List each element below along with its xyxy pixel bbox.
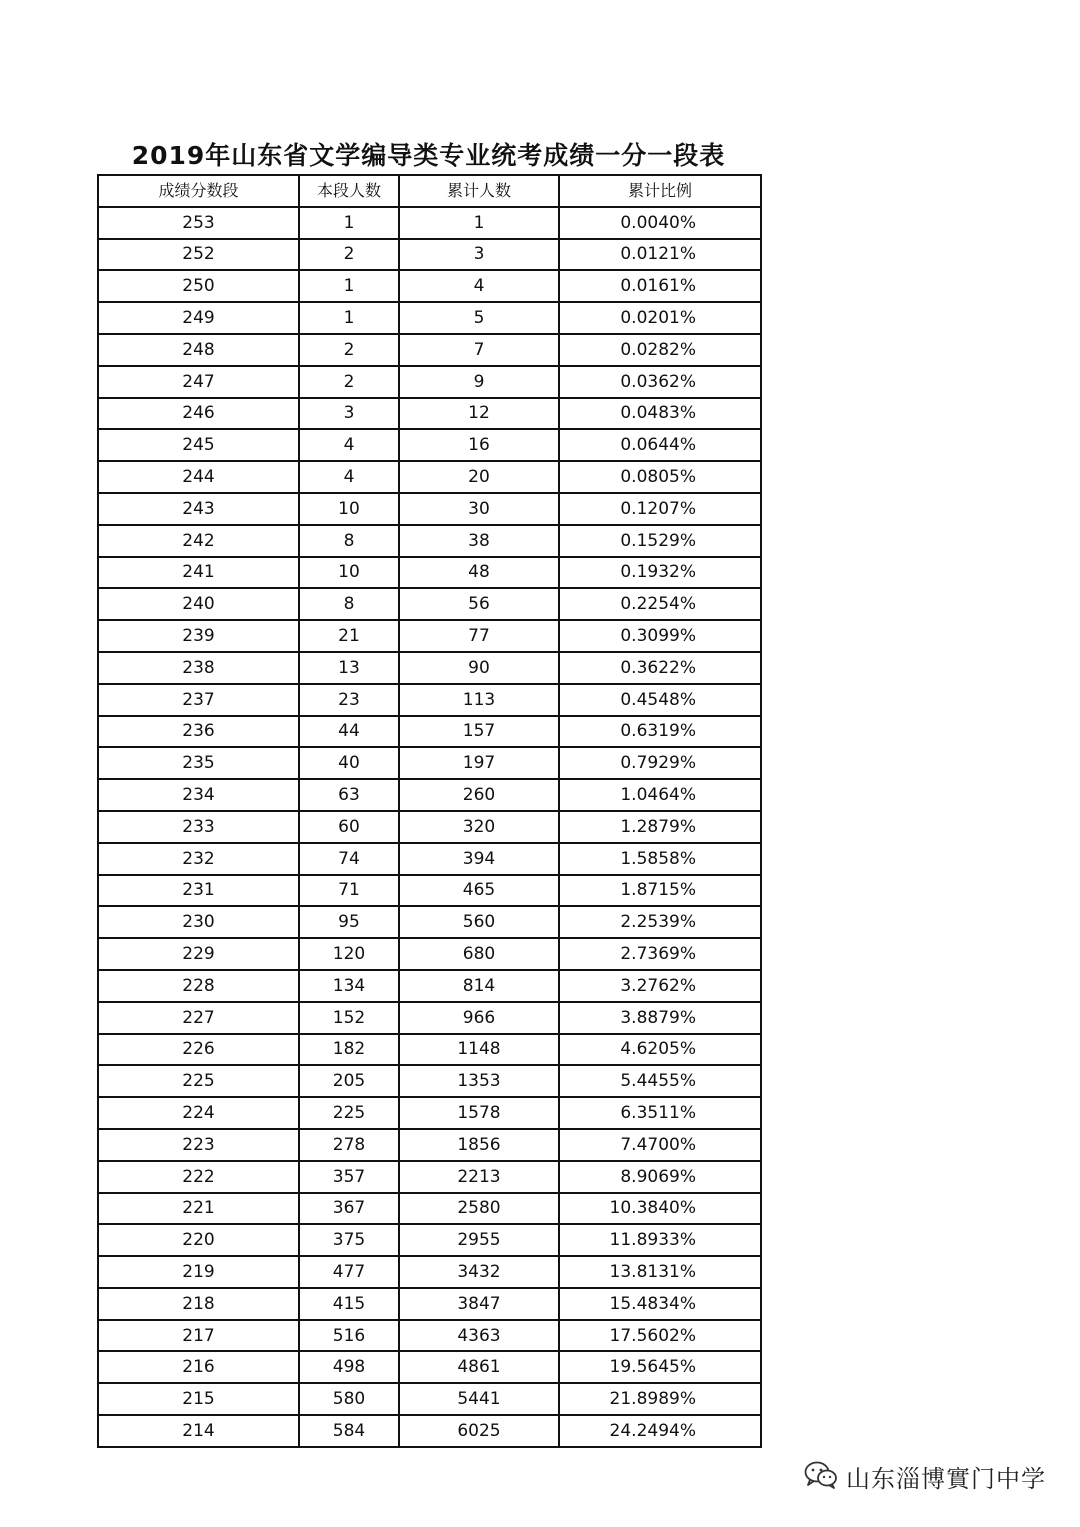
table-row (98, 1351, 761, 1383)
cumulative-count-cell: 38 (399, 525, 559, 557)
cumulative-ratio-cell: 0.0483% (559, 398, 761, 430)
cumulative-count-cell: 4363 (399, 1320, 559, 1352)
segment-count-cell: 13 (299, 652, 399, 684)
table-row (98, 1320, 761, 1352)
cumulative-count-cell: 6025 (399, 1415, 559, 1447)
cumulative-count-cell: 30 (399, 493, 559, 525)
table-row (98, 557, 761, 589)
header-score-range: 成绩分数段 (98, 175, 299, 207)
score-cell: 247 (98, 366, 299, 398)
table-row (98, 525, 761, 557)
segment-count-cell: 1 (299, 207, 399, 239)
header-cumulative-count: 累计人数 (399, 175, 559, 207)
cumulative-ratio-cell: 0.0121% (559, 239, 761, 271)
cumulative-count-cell: 1148 (399, 1034, 559, 1066)
table-row (98, 461, 761, 493)
cumulative-ratio-cell: 24.2494% (559, 1415, 761, 1447)
segment-count-cell: 225 (299, 1097, 399, 1129)
table-row (98, 366, 761, 398)
cumulative-count-cell: 3847 (399, 1288, 559, 1320)
cumulative-ratio-cell: 0.7929% (559, 747, 761, 779)
cumulative-ratio-cell: 19.5645% (559, 1351, 761, 1383)
table-row (98, 684, 761, 716)
segment-count-cell: 2 (299, 366, 399, 398)
table-row (98, 1129, 761, 1161)
segment-count-cell: 498 (299, 1351, 399, 1383)
segment-count-cell: 580 (299, 1383, 399, 1415)
table-row (98, 620, 761, 652)
score-cell: 238 (98, 652, 299, 684)
cumulative-ratio-cell: 1.2879% (559, 811, 761, 843)
segment-count-cell: 71 (299, 875, 399, 907)
cumulative-ratio-cell: 13.8131% (559, 1256, 761, 1288)
table-row (98, 1065, 761, 1097)
cumulative-count-cell: 3432 (399, 1256, 559, 1288)
score-cell: 225 (98, 1065, 299, 1097)
cumulative-count-cell: 113 (399, 684, 559, 716)
segment-count-cell: 278 (299, 1129, 399, 1161)
cumulative-ratio-cell: 5.4455% (559, 1065, 761, 1097)
cumulative-count-cell: 1353 (399, 1065, 559, 1097)
watermark (804, 1459, 1046, 1494)
segment-count-cell: 516 (299, 1320, 399, 1352)
segment-count-cell: 415 (299, 1288, 399, 1320)
cumulative-count-cell: 680 (399, 938, 559, 970)
cumulative-ratio-cell: 0.0362% (559, 366, 761, 398)
cumulative-count-cell: 12 (399, 398, 559, 430)
cumulative-count-cell: 56 (399, 588, 559, 620)
score-cell: 227 (98, 1002, 299, 1034)
score-cell: 241 (98, 557, 299, 589)
table-row (98, 207, 761, 239)
table-row (98, 875, 761, 907)
table-row (98, 239, 761, 271)
segment-count-cell: 60 (299, 811, 399, 843)
segment-count-cell: 10 (299, 557, 399, 589)
cumulative-ratio-cell: 8.9069% (559, 1161, 761, 1193)
table-row (98, 906, 761, 938)
cumulative-count-cell: 90 (399, 652, 559, 684)
cumulative-ratio-cell: 0.0644% (559, 429, 761, 461)
table-row (98, 970, 761, 1002)
score-cell: 214 (98, 1415, 299, 1447)
score-cell: 230 (98, 906, 299, 938)
segment-count-cell: 1 (299, 270, 399, 302)
cumulative-count-cell: 7 (399, 334, 559, 366)
cumulative-count-cell: 814 (399, 970, 559, 1002)
cumulative-count-cell: 77 (399, 620, 559, 652)
cumulative-count-cell: 966 (399, 1002, 559, 1034)
cumulative-ratio-cell: 6.3511% (559, 1097, 761, 1129)
segment-count-cell: 40 (299, 747, 399, 779)
cumulative-count-cell: 16 (399, 429, 559, 461)
score-cell: 245 (98, 429, 299, 461)
score-cell: 235 (98, 747, 299, 779)
cumulative-ratio-cell: 0.3622% (559, 652, 761, 684)
cumulative-ratio-cell: 0.0040% (559, 207, 761, 239)
segment-count-cell: 4 (299, 429, 399, 461)
cumulative-count-cell: 5441 (399, 1383, 559, 1415)
table-row (98, 1034, 761, 1066)
score-cell: 229 (98, 938, 299, 970)
segment-count-cell: 44 (299, 716, 399, 748)
cumulative-ratio-cell: 0.3099% (559, 620, 761, 652)
score-cell: 240 (98, 588, 299, 620)
score-cell: 246 (98, 398, 299, 430)
cumulative-ratio-cell: 0.0282% (559, 334, 761, 366)
score-cell: 216 (98, 1351, 299, 1383)
cumulative-ratio-cell: 2.2539% (559, 906, 761, 938)
score-cell: 233 (98, 811, 299, 843)
score-cell: 236 (98, 716, 299, 748)
cumulative-ratio-cell: 15.4834% (559, 1288, 761, 1320)
segment-count-cell: 584 (299, 1415, 399, 1447)
cumulative-count-cell: 157 (399, 716, 559, 748)
score-cell: 248 (98, 334, 299, 366)
segment-count-cell: 357 (299, 1161, 399, 1193)
score-cell: 220 (98, 1224, 299, 1256)
cumulative-count-cell: 4 (399, 270, 559, 302)
score-cell: 243 (98, 493, 299, 525)
segment-count-cell: 134 (299, 970, 399, 1002)
segment-count-cell: 8 (299, 588, 399, 620)
cumulative-ratio-cell: 1.0464% (559, 779, 761, 811)
cumulative-count-cell: 320 (399, 811, 559, 843)
score-cell: 224 (98, 1097, 299, 1129)
score-cell: 239 (98, 620, 299, 652)
cumulative-ratio-cell: 0.1529% (559, 525, 761, 557)
table-row (98, 1256, 761, 1288)
table-row (98, 652, 761, 684)
header-segment-count: 本段人数 (299, 175, 399, 207)
table-row (98, 398, 761, 430)
score-cell: 244 (98, 461, 299, 493)
wechat-icon (804, 1461, 838, 1493)
cumulative-ratio-cell: 1.8715% (559, 875, 761, 907)
segment-count-cell: 95 (299, 906, 399, 938)
cumulative-ratio-cell: 2.7369% (559, 938, 761, 970)
cumulative-ratio-cell: 4.6205% (559, 1034, 761, 1066)
cumulative-count-cell: 4861 (399, 1351, 559, 1383)
cumulative-count-cell: 394 (399, 843, 559, 875)
score-cell: 237 (98, 684, 299, 716)
table-header-row (98, 175, 761, 207)
cumulative-count-cell: 560 (399, 906, 559, 938)
table-row (98, 938, 761, 970)
table-row (98, 270, 761, 302)
table-row (98, 1193, 761, 1225)
cumulative-ratio-cell: 0.0805% (559, 461, 761, 493)
cumulative-ratio-cell: 0.0201% (559, 302, 761, 334)
table-row (98, 1161, 761, 1193)
cumulative-ratio-cell: 3.2762% (559, 970, 761, 1002)
score-cell: 222 (98, 1161, 299, 1193)
segment-count-cell: 120 (299, 938, 399, 970)
segment-count-cell: 4 (299, 461, 399, 493)
score-cell: 234 (98, 779, 299, 811)
cumulative-ratio-cell: 0.1207% (559, 493, 761, 525)
score-cell: 218 (98, 1288, 299, 1320)
score-cell: 250 (98, 270, 299, 302)
segment-count-cell: 152 (299, 1002, 399, 1034)
segment-count-cell: 1 (299, 302, 399, 334)
cumulative-ratio-cell: 0.1932% (559, 557, 761, 589)
table-row (98, 1415, 761, 1447)
cumulative-ratio-cell: 1.5858% (559, 843, 761, 875)
cumulative-ratio-cell: 10.3840% (559, 1193, 761, 1225)
cumulative-count-cell: 2213 (399, 1161, 559, 1193)
table-row (98, 429, 761, 461)
segment-count-cell: 375 (299, 1224, 399, 1256)
table-row (98, 1097, 761, 1129)
table-row (98, 302, 761, 334)
cumulative-ratio-cell: 11.8933% (559, 1224, 761, 1256)
score-cell: 249 (98, 302, 299, 334)
segment-count-cell: 23 (299, 684, 399, 716)
watermark-text: 山东淄博實门中学 (846, 1465, 1046, 1493)
cumulative-count-cell: 20 (399, 461, 559, 493)
score-cell: 252 (98, 239, 299, 271)
table-row (98, 493, 761, 525)
table-row (98, 811, 761, 843)
segment-count-cell: 367 (299, 1193, 399, 1225)
segment-count-cell: 205 (299, 1065, 399, 1097)
cumulative-count-cell: 2580 (399, 1193, 559, 1225)
segment-count-cell: 10 (299, 493, 399, 525)
cumulative-ratio-cell: 0.0161% (559, 270, 761, 302)
cumulative-count-cell: 1 (399, 207, 559, 239)
cumulative-count-cell: 465 (399, 875, 559, 907)
score-cell: 219 (98, 1256, 299, 1288)
score-cell: 253 (98, 207, 299, 239)
table-row (98, 716, 761, 748)
segment-count-cell: 3 (299, 398, 399, 430)
cumulative-count-cell: 197 (399, 747, 559, 779)
score-cell: 215 (98, 1383, 299, 1415)
segment-count-cell: 63 (299, 779, 399, 811)
table-row (98, 1288, 761, 1320)
cumulative-ratio-cell: 0.6319% (559, 716, 761, 748)
cumulative-count-cell: 1856 (399, 1129, 559, 1161)
table-row (98, 1002, 761, 1034)
table-row (98, 1224, 761, 1256)
table-row (98, 843, 761, 875)
cumulative-ratio-cell: 21.8989% (559, 1383, 761, 1415)
cumulative-ratio-cell: 0.4548% (559, 684, 761, 716)
segment-count-cell: 74 (299, 843, 399, 875)
table-row (98, 747, 761, 779)
segment-count-cell: 477 (299, 1256, 399, 1288)
cumulative-count-cell: 5 (399, 302, 559, 334)
score-cell: 217 (98, 1320, 299, 1352)
score-cell: 232 (98, 843, 299, 875)
score-cell: 223 (98, 1129, 299, 1161)
cumulative-count-cell: 48 (399, 557, 559, 589)
score-cell: 228 (98, 970, 299, 1002)
segment-count-cell: 182 (299, 1034, 399, 1066)
segment-count-cell: 21 (299, 620, 399, 652)
cumulative-count-cell: 2955 (399, 1224, 559, 1256)
cumulative-count-cell: 260 (399, 779, 559, 811)
cumulative-ratio-cell: 7.4700% (559, 1129, 761, 1161)
cumulative-count-cell: 1578 (399, 1097, 559, 1129)
score-cell: 231 (98, 875, 299, 907)
cumulative-ratio-cell: 0.2254% (559, 588, 761, 620)
table-row (98, 779, 761, 811)
score-table (97, 174, 762, 1448)
cumulative-count-cell: 9 (399, 366, 559, 398)
score-cell: 221 (98, 1193, 299, 1225)
table-row (98, 1383, 761, 1415)
table-row (98, 334, 761, 366)
cumulative-count-cell: 3 (399, 239, 559, 271)
segment-count-cell: 2 (299, 239, 399, 271)
segment-count-cell: 8 (299, 525, 399, 557)
page-title: 2019年山东省文学编导类专业统考成绩一分一段表 (131, 141, 726, 170)
score-cell: 226 (98, 1034, 299, 1066)
score-cell: 242 (98, 525, 299, 557)
table-row (98, 588, 761, 620)
cumulative-ratio-cell: 17.5602% (559, 1320, 761, 1352)
cumulative-ratio-cell: 3.8879% (559, 1002, 761, 1034)
header-cumulative-ratio: 累计比例 (559, 175, 761, 207)
segment-count-cell: 2 (299, 334, 399, 366)
